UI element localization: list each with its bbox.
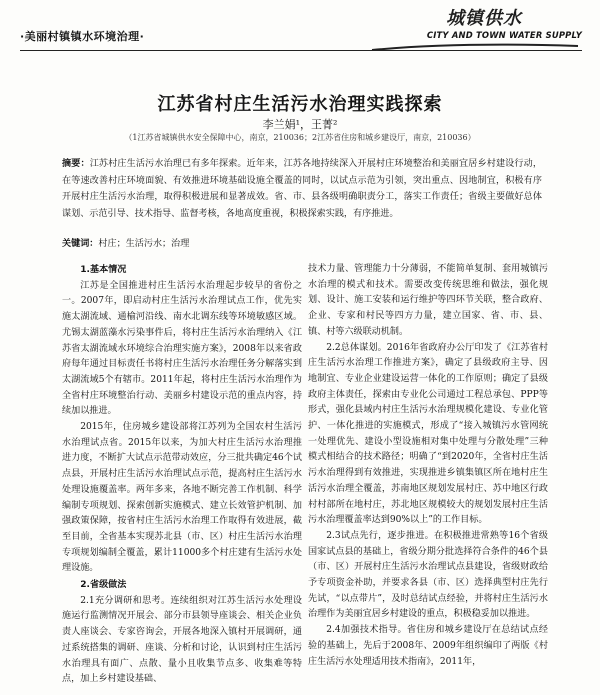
paragraph: 2.3试点先行，逐步推进。在积极推进常熟等16个省级国家试点县的基础上，省级分期分批选择符合条件的46个县（市、区）开展村庄生活污水治理试点县建设，省级财政给予专项资金补助，并要求各县（市、区）选择典型村庄先行先试，“以点带片”，及时总结试点经验，并将村庄生活污水治理作为美丽宜居乡村建设的重点，积极稳妥加以推进。 xyxy=(308,530,548,620)
keywords xyxy=(62,236,189,249)
body-column-left xyxy=(62,262,302,688)
section-heading: 2.省级做法 xyxy=(80,580,127,591)
abstract-label: 摘要： xyxy=(62,159,90,169)
paragraph: 2.4加强技术指导。省住房和城乡建设厅在总结试点经验的基础上，先后于2008年、2009年组织编印了两版《村庄生活污水处理适用技术指南》，2011年， xyxy=(308,625,548,667)
paragraph: 2015年，住房城乡建设部将江苏列为全国农村生活污水治理试点省。2015年以来，为加大村庄生活污水治理推进力度，不断扩大试点示范带动效应，分三批共确定46个试点县，开展村庄生活污水治理试点示范，提高村庄生活污水处理设施覆盖率。两年多来，各地不断完善工作机制、科学编制专项规划、探索创新实施模式、建立长效管护机制、加强政策保障，按省村庄生活污水治理工作取得有效进展，截至目前，全省基本实现苏北县（市、区）村庄生活污水治理专项规划编制全覆盖，累计11000多个村庄建有生活污水处理设施。 xyxy=(62,422,302,574)
paragraph: 江苏是全国推进村庄生活污水治理起步较早的省份之一。2007年，即启动村庄生活污水治理试点工作，优先实施太湖流域、通榆河沿线、南水北调东线等环境敏感区域。尤锡太湖蓝藻水污染事件后，将村庄生活污水治理纳入《江苏省太湖流域水环境综合治理实施方案》，2008年以来省政府每年通过目标责任书将村庄生活污水治理任务分解落实到太湖流域5个有辖市。2011年起，将村庄生活污水治理作为全省村庄环境整治行动、美丽乡村建设示范的重点内容，持续加以推进。 xyxy=(62,280,302,417)
paragraph: 2.2总体谋划。2016年省政府办公厅印发了《江苏省村庄生活污水治理工作推进方案》，确定了县级政府主导、因地制宜、专业企业建设运营一体化的工作原则；确定了县级政府主体责任，探索由专业化公司通过工程总承包、PPP等形式，强化县域内村庄生活污水治理规模化建设、专业化管护、一体化推进的实施模式，形成了“接入城镇污水管网统一处理优先、建设小型设施相对集中处理与分散处理”三种模式相结合的技术路径；明确了“到2020年，全省村庄生活污水治理得到有效推进，实现推进乡镇集镇区所在地村庄生活污水治理全覆盖，苏南地区规划发展村庄、苏中地区行政村村部所在地村庄，苏北地区规模较大的规划发展村庄生活污水治理覆盖率达到90%以上”的工作目标。 xyxy=(308,342,548,526)
keywords-label: 关键词： xyxy=(62,239,99,249)
keywords-text: 村庄；生活污水；治理 xyxy=(98,239,190,249)
article-authors: 李兰娟¹，王菁² xyxy=(262,118,338,131)
logo-english-title: CITY AND TOWN WATER SUPPLY xyxy=(426,30,582,40)
logo-swoosh-icon xyxy=(368,40,582,54)
author-affiliation: （1江苏省城镇供水安全保障中心，南京，210036；2江苏省住房和城乡建设厅，南京，210036） xyxy=(124,133,476,142)
article-title: 江苏省村庄生活污水治理实践探索 xyxy=(157,94,443,115)
header-rule xyxy=(20,50,582,51)
section-header: ·美丽村镇镇水环境治理· xyxy=(20,30,145,43)
journal-logo xyxy=(368,4,582,52)
logo-chinese-title: 城镇供水 xyxy=(446,8,522,29)
paragraph: 2.1充分调研和思考。连续组织对江苏生活污水处理设施运行监测情况开展会、部分市县领导座谈会、相关企业负责人座谈会、专家咨询会，开展各地深入镇村开展调研，通过系统搭集的调研、座谈、分析和讨论，认识到村庄生活污水治理具有面广、点散、量小且收集节点多、收集难等特点，加上乡村建设基础、 xyxy=(62,595,302,685)
abstract-text: 江苏村庄生活污水治理已有多年探索。近年来，江苏各地持续深入开展村庄环境整治和美丽宜居乡村建设行动，在等速改善村庄环境面貌、有效推进环境基础设施全覆盖的同时，以试点示范为引领，突出重点、因地制宜，积极有序开展村庄生活污水治理，取得积极进展和显著成效。省、市、县各级明确职责分工，落实工作责任；省级主要做好总体谋划、示范引导、技术指导、监督考核，各地高度重视，积极探索实践，有序推进。 xyxy=(62,159,542,219)
section-heading: 1.基本情况 xyxy=(80,265,127,275)
abstract xyxy=(62,156,542,222)
body-column-right xyxy=(308,262,548,670)
paragraph: 技术力量、管理能力十分薄弱，不能简单复制、套用城镇污水治理的模式和技术。需要改变传统思维和做法，强化规划、设计、施工安装和运行维护等四环节关联，整合政府、企业、专家和村民等四方力量，建立国家、省、市、县、镇、村等六级联动机制。 xyxy=(308,264,548,337)
